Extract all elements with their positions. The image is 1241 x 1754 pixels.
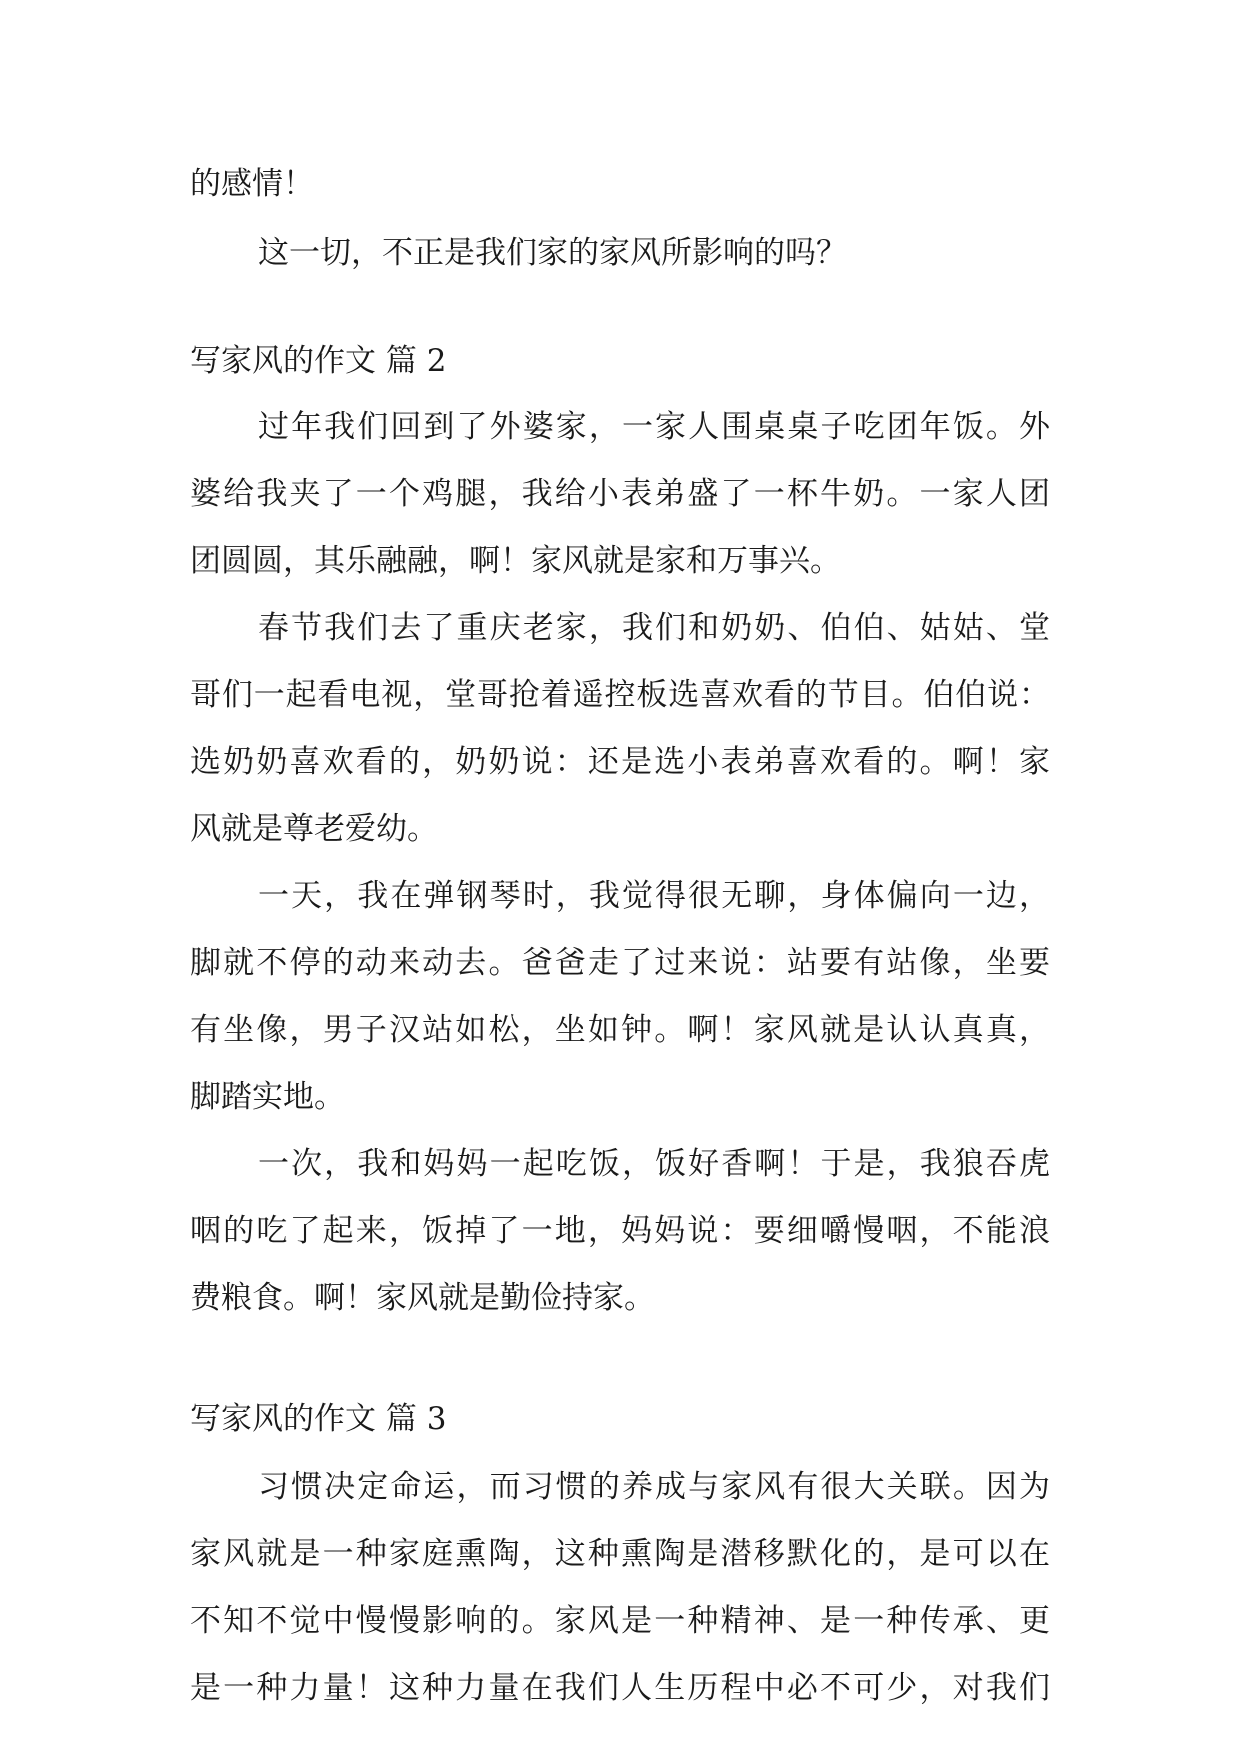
paragraph-line: 习惯决定命运，而习惯的养成与家风有很大关联。因为 — [258, 1469, 1050, 1505]
paragraph-line: 脚就不停的动来动去。爸爸走了过来说：站要有站像，坐要 — [190, 945, 1050, 981]
section-heading: 写家风的作文 篇 3 — [190, 1401, 447, 1437]
paragraph-line: 的感情！ — [190, 166, 314, 202]
paragraph-line: 有坐像，男子汉站如松，坐如钟。啊！家风就是认认真真， — [190, 1012, 1050, 1048]
paragraph-line: 选奶奶喜欢看的，奶奶说：还是选小表弟喜欢看的。啊！家 — [190, 744, 1050, 780]
paragraph-line: 哥们一起看电视，堂哥抢着遥控板选喜欢看的节目。伯伯说： — [190, 677, 1050, 713]
paragraph-line: 费粮食。啊！家风就是勤俭持家。 — [190, 1280, 655, 1316]
paragraph-line: 春节我们去了重庆老家，我们和奶奶、伯伯、姑姑、堂 — [258, 610, 1050, 646]
paragraph-line: 婆给我夹了一个鸡腿，我给小表弟盛了一杯牛奶。一家人团 — [190, 476, 1050, 512]
section-heading: 写家风的作文 篇 2 — [190, 343, 447, 379]
paragraph-line: 这一切，不正是我们家的家风所影响的吗？ — [258, 235, 847, 271]
paragraph-line: 不知不觉中慢慢影响的。家风是一种精神、是一种传承、更 — [190, 1603, 1050, 1639]
paragraph-line: 是一种力量！这种力量在我们人生历程中必不可少，对我们 — [190, 1670, 1050, 1706]
paragraph-line: 一天，我在弹钢琴时，我觉得很无聊，身体偏向一边， — [258, 878, 1050, 914]
paragraph-line: 咽的吃了起来，饭掉了一地，妈妈说：要细嚼慢咽，不能浪 — [190, 1213, 1050, 1249]
paragraph-line: 过年我们回到了外婆家，一家人围桌桌子吃团年饭。外 — [258, 409, 1050, 445]
paragraph-line: 家风就是一种家庭熏陶，这种熏陶是潜移默化的，是可以在 — [190, 1536, 1050, 1572]
paragraph-line: 风就是尊老爱幼。 — [190, 811, 438, 847]
paragraph-line: 脚踏实地。 — [190, 1079, 345, 1115]
paragraph-line: 团圆圆，其乐融融，啊！家风就是家和万事兴。 — [190, 543, 841, 579]
paragraph-line: 一次，我和妈妈一起吃饭，饭好香啊！于是，我狼吞虎 — [258, 1146, 1050, 1182]
